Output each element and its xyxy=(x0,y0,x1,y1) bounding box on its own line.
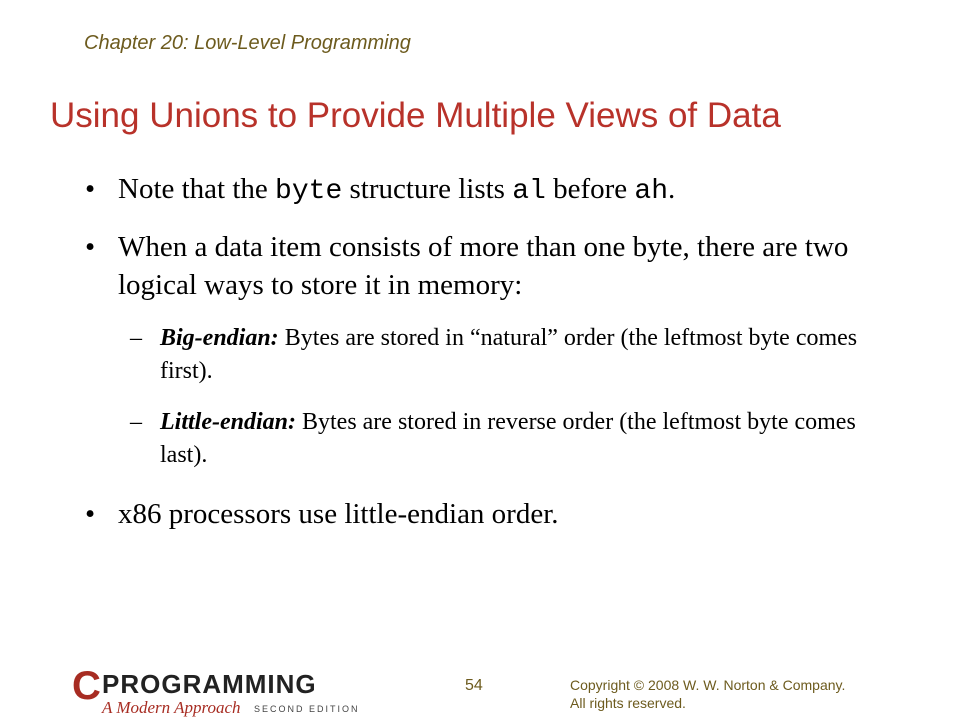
bullet-mark: • xyxy=(85,173,96,205)
slide-title: Using Unions to Provide Multiple Views of Data xyxy=(50,96,781,135)
bullet-x86: • x86 processors use little-endian order. xyxy=(118,495,918,533)
bullet-byte-structure: • Note that the byte structure lists al before ah. xyxy=(118,170,918,211)
book-logo xyxy=(72,664,362,720)
bullet-mark: • xyxy=(85,498,96,530)
term-little-endian: Little-endian: xyxy=(160,409,296,435)
logo-edition: SECOND EDITION xyxy=(254,704,360,714)
code-ah: ah xyxy=(634,176,668,207)
subbullet-big-endian: – Big-endian: Bytes are stored in “natural” order (the leftmost byte comes first). xyxy=(160,322,880,388)
code-al: al xyxy=(512,176,546,207)
subbullet-little-endian: – Little-endian: Bytes are stored in reverse order (the leftmost byte comes last). xyxy=(160,406,880,472)
term-big-endian: Big-endian: xyxy=(160,325,279,351)
logo-c-letter: C xyxy=(72,664,101,708)
page-number: 54 xyxy=(465,677,483,694)
copyright-notice: Copyright © 2008 W. W. Norton & Company. All rights reserved. xyxy=(570,677,846,711)
logo-subtitle: A Modern Approach xyxy=(102,698,241,717)
chapter-header: Chapter 20: Low-Level Programming xyxy=(84,32,411,54)
bullet-multibyte-storage: • When a data item consists of more than one byte, there are two logical ways to store it in memory: xyxy=(118,228,918,304)
dash-mark: – xyxy=(130,409,142,435)
bullet-mark: • xyxy=(85,231,96,263)
logo-programming: PROGRAMMING xyxy=(102,669,317,699)
code-byte: byte xyxy=(275,176,343,207)
dash-mark: – xyxy=(130,325,142,351)
